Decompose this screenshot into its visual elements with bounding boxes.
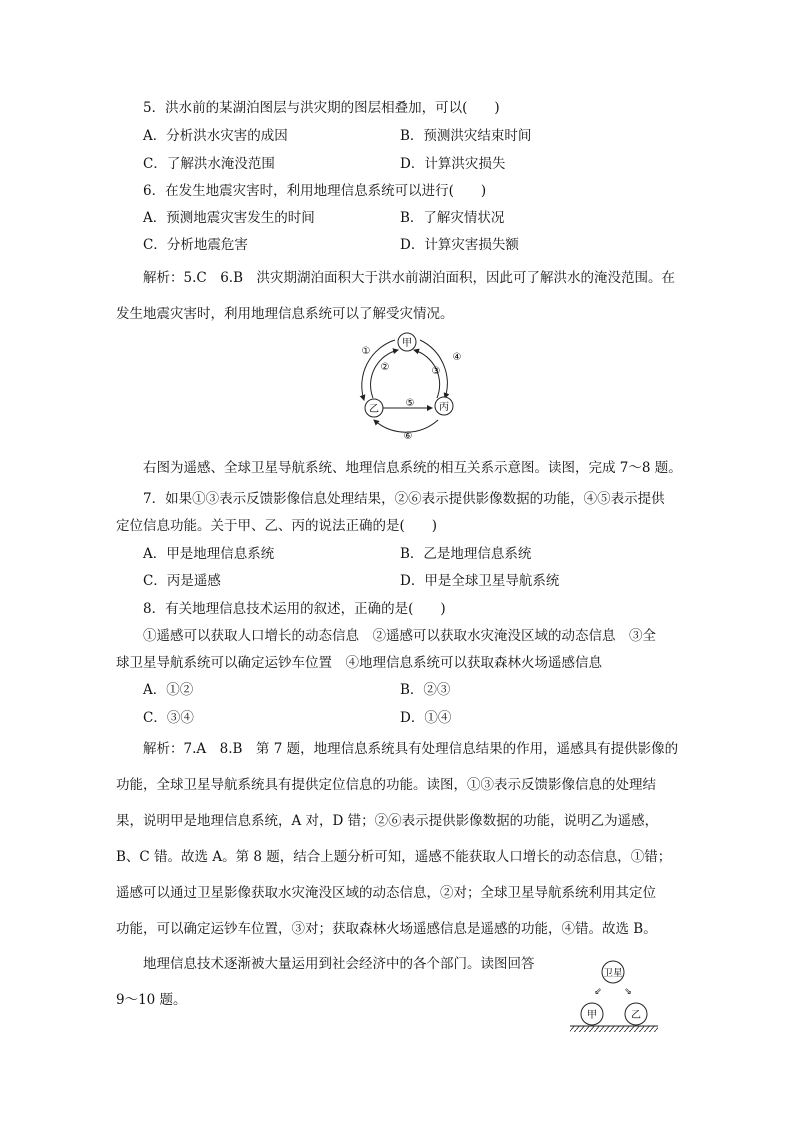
ground-hatch: [570, 1026, 658, 1032]
intro-9-10-line1: 地理信息技术逐渐被大量运用到社会经济中的各个部门。读图回答: [143, 956, 535, 972]
q6-option-c: C．分析地震危害: [143, 237, 248, 253]
satellite-label: 卫星: [603, 968, 623, 979]
station-yi-label: 乙: [631, 1010, 641, 1021]
q8-stem: 8．有关地理信息技术运用的叙述，正确的是( ): [143, 601, 446, 617]
signal-arrow-left-icon: ⇙: [594, 987, 602, 997]
node-bing-label: 丙: [439, 402, 449, 413]
relationship-cycle-diagram: [340, 328, 470, 448]
q7-option-a: A．甲是地理信息系统: [143, 546, 275, 562]
q5-option-b: B．预测洪灾结束时间: [400, 128, 532, 144]
answer-7-8-line1: 解析：7.A 8.B 第 7 题，地理信息系统具有处理信息结果的作用，遥感具有提供影像的: [143, 741, 679, 757]
arrow-label-1: ①: [361, 346, 371, 357]
q5-stem: 5．洪水前的某湖泊图层与洪灾期的图层相叠加，可以( ): [143, 100, 500, 116]
satellite-diagram: [566, 958, 662, 1040]
answer-7-8-line4: B、C 错。故选 A。第 8 题，结合上题分析可知，遥感不能获取人口增长的动态信息，①错；: [116, 849, 672, 865]
q5-option-d: D．计算洪灾损失: [400, 156, 506, 172]
q8-option-c: C．③④: [143, 710, 194, 726]
answer-7-8-line3: 果，说明甲是地理信息系统，A 对，D 错；②⑥表示提供影像数据的功能，说明乙为遥感，: [116, 813, 659, 829]
arrow-label-6: ⑥: [403, 431, 413, 442]
q8-option-a: A．①②: [143, 682, 194, 698]
q7-option-d: D．甲是全球卫星导航系统: [400, 573, 560, 589]
answer-7-8-line2: 功能，全球卫星导航系统具有提供定位信息的功能。读图，①③表示反馈影像信息的处理结: [116, 777, 656, 793]
q7-option-b: B．乙是地理信息系统: [400, 546, 532, 562]
q6-option-b: B．了解灾情状况: [400, 210, 505, 226]
answer-7-8-line6: 功能，可以确定运钞车位置，③对；获取森林火场遥感信息是遥感的功能，④错。故选 B。: [116, 921, 657, 937]
arrow-label-5: ⑤: [405, 398, 415, 409]
node-jia: [398, 333, 416, 351]
node-yi: [365, 399, 383, 417]
signal-arrow-right-icon: ⇘: [624, 987, 632, 997]
answer-5-6-line1: 解析：5.C 6.B 洪灾期湖泊面积大于洪水前湖泊面积，因此可了解洪水的淹没范围。在: [143, 270, 676, 286]
arrow-label-3: ③: [431, 366, 441, 377]
answer-5-6-line2: 发生地震灾害时，利用地理信息系统可以了解受灾情况。: [116, 306, 454, 322]
q7-option-c: C．丙是遥感: [143, 573, 221, 589]
station-jia-label: 甲: [587, 1010, 597, 1021]
q6-option-d: D．计算灾害损失额: [400, 237, 519, 253]
q8-option-b: B．②③: [400, 682, 451, 698]
intro-7-8: 右图为遥感、全球卫星导航系统、地理信息系统的相互关系示意图。读图，完成 7～8 题。: [143, 460, 682, 476]
q8-items-line2: 球卫星导航系统可以确定运钞车位置 ④地理信息系统可以获取森林火场遥感信息: [116, 655, 602, 671]
q8-items-line1: ①遥感可以获取人口增长的动态信息 ②遥感可以获取水灾淹没区域的动态信息 ③全: [143, 628, 656, 644]
node-yi-label: 乙: [369, 404, 379, 415]
intro-9-10-line2: 9～10 题。: [116, 992, 187, 1008]
q7-stem-line1: 7．如果①③表示反馈影像信息处理结果，②⑥表示提供影像数据的功能，④⑤表示提供: [143, 491, 665, 507]
q8-option-d: D．①④: [400, 710, 452, 726]
station-jia: [581, 1003, 603, 1025]
node-jia-label: 甲: [402, 338, 412, 349]
arrow-label-2: ②: [380, 362, 390, 373]
satellite-node: [602, 961, 624, 983]
answer-7-8-line5: 遥感可以通过卫星影像获取水灾淹没区域的动态信息，②对；全球卫星导航系统利用其定位: [116, 885, 656, 901]
q5-option-c: C．了解洪水淹没范围: [143, 156, 275, 172]
q5-option-a: A．分析洪水灾害的成因: [143, 128, 288, 144]
q6-stem: 6．在发生地震灾害时，利用地理信息系统可以进行( ): [143, 183, 487, 199]
q6-option-a: A．预测地震灾害发生的时间: [143, 210, 315, 226]
q7-stem-line2: 定位信息功能。关于甲、乙、丙的说法正确的是( ): [116, 518, 438, 534]
node-bing: [435, 397, 453, 415]
station-yi: [625, 1003, 647, 1025]
arrow-label-4: ④: [452, 352, 462, 363]
